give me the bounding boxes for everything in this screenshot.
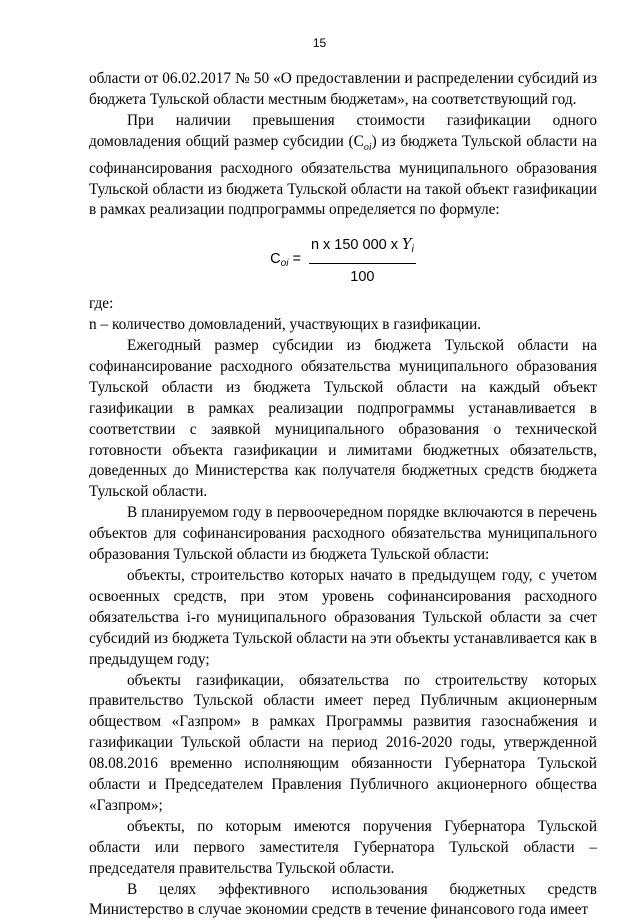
paragraph-6: объекты газификации, обязательства по строительству которых правительство Тульской области имеет перед Публичным акционерным обществом «Газпром» в рамках Программы развития газоснабжения и газификации Тульской области на период 2016-2020 годы, утвержденной 08.08.2016 временно исполняющим обязанности Губернатора Тульской области и Председателем Правления Публичного акционерного общества «Газпром»; <box>89 671 597 814</box>
inline-symbol: С <box>353 132 364 150</box>
page-number: 15 <box>312 36 327 50</box>
paragraph-7: объекты, по которым имеются поручения Губернатора Тульской области или первого заместителя Губернатора Тульской области – председателя правительства Тульской области. <box>89 817 597 877</box>
inline-symbol-subscript: oi <box>363 141 372 153</box>
n-definition: n – количество домовладений, участвующих в газификации. <box>89 316 482 334</box>
document-body <box>89 69 597 921</box>
paragraph-2-part-b: ) из бюджета Тульской области на софинансирования расходного обязательства муниципального образования Тульской области из бюджета Тульской области на такой объект газификации в рамках реализации подпрограммы определяется по формуле: <box>89 132 597 219</box>
paragraph-5: объекты, строительство которых начато в предыдущем году, с учетом освоенных средств, при этом уровень софинансирования расходного обязательства i-го муниципального образования Тульской области за счет субсидий из бюджета Тульской области на эти объекты устанавливается как в предыдущем году; <box>89 566 597 668</box>
formula-denominator: 100 <box>350 269 375 286</box>
formula-fraction <box>309 235 416 288</box>
where-label: где: <box>89 295 114 313</box>
formula-numerator-var: Y <box>402 237 412 254</box>
paragraph-3: Ежегодный размер субсидии из бюджета Тульской области на софинансирование расходного обязательства муниципального образования Тульской области из бюджета Тульской области на каждый объект газификации в рамках реализации подпрограммы устанавливается в соответствии с заявкой муниципального образования о технической готовности объекта газификации и лимитами бюджетных обязательств, доведенных до Министерства как получателя бюджетных средств бюджета Тульской области. <box>89 337 597 501</box>
formula-numerator-text: n x 150 000 x <box>310 237 403 254</box>
formula-lhs-subscript: oi <box>280 257 289 269</box>
formula-lhs <box>270 249 301 275</box>
paragraph-8: В целях эффективного использования бюджетных средств Министерство в случае экономии средств в течение финансового года имеет <box>89 880 597 919</box>
formula-equals: = <box>292 250 301 267</box>
paragraph-4: В планируемом году в первоочередном порядке включаются в перечень объектов для софинансирования расходного обязательства муниципального образования Тульской области из бюджета Тульской области: <box>89 504 597 564</box>
subsidy-formula <box>89 235 597 288</box>
formula-lhs-symbol: С <box>270 250 281 267</box>
formula-numerator <box>309 235 416 264</box>
paragraph-1: области от 06.02.2017 № 50 «О предоставлении и распределении субсидий из бюджета Тульской области местным бюджетам», на соответствующий год. <box>89 70 597 108</box>
paragraph-2 <box>89 111 597 222</box>
formula-numerator-subscript: i <box>411 244 414 256</box>
paragraph-2-part-a: При наличии превышения стоимости газификации одного домовладения общий размер субсидии ( <box>89 111 597 150</box>
